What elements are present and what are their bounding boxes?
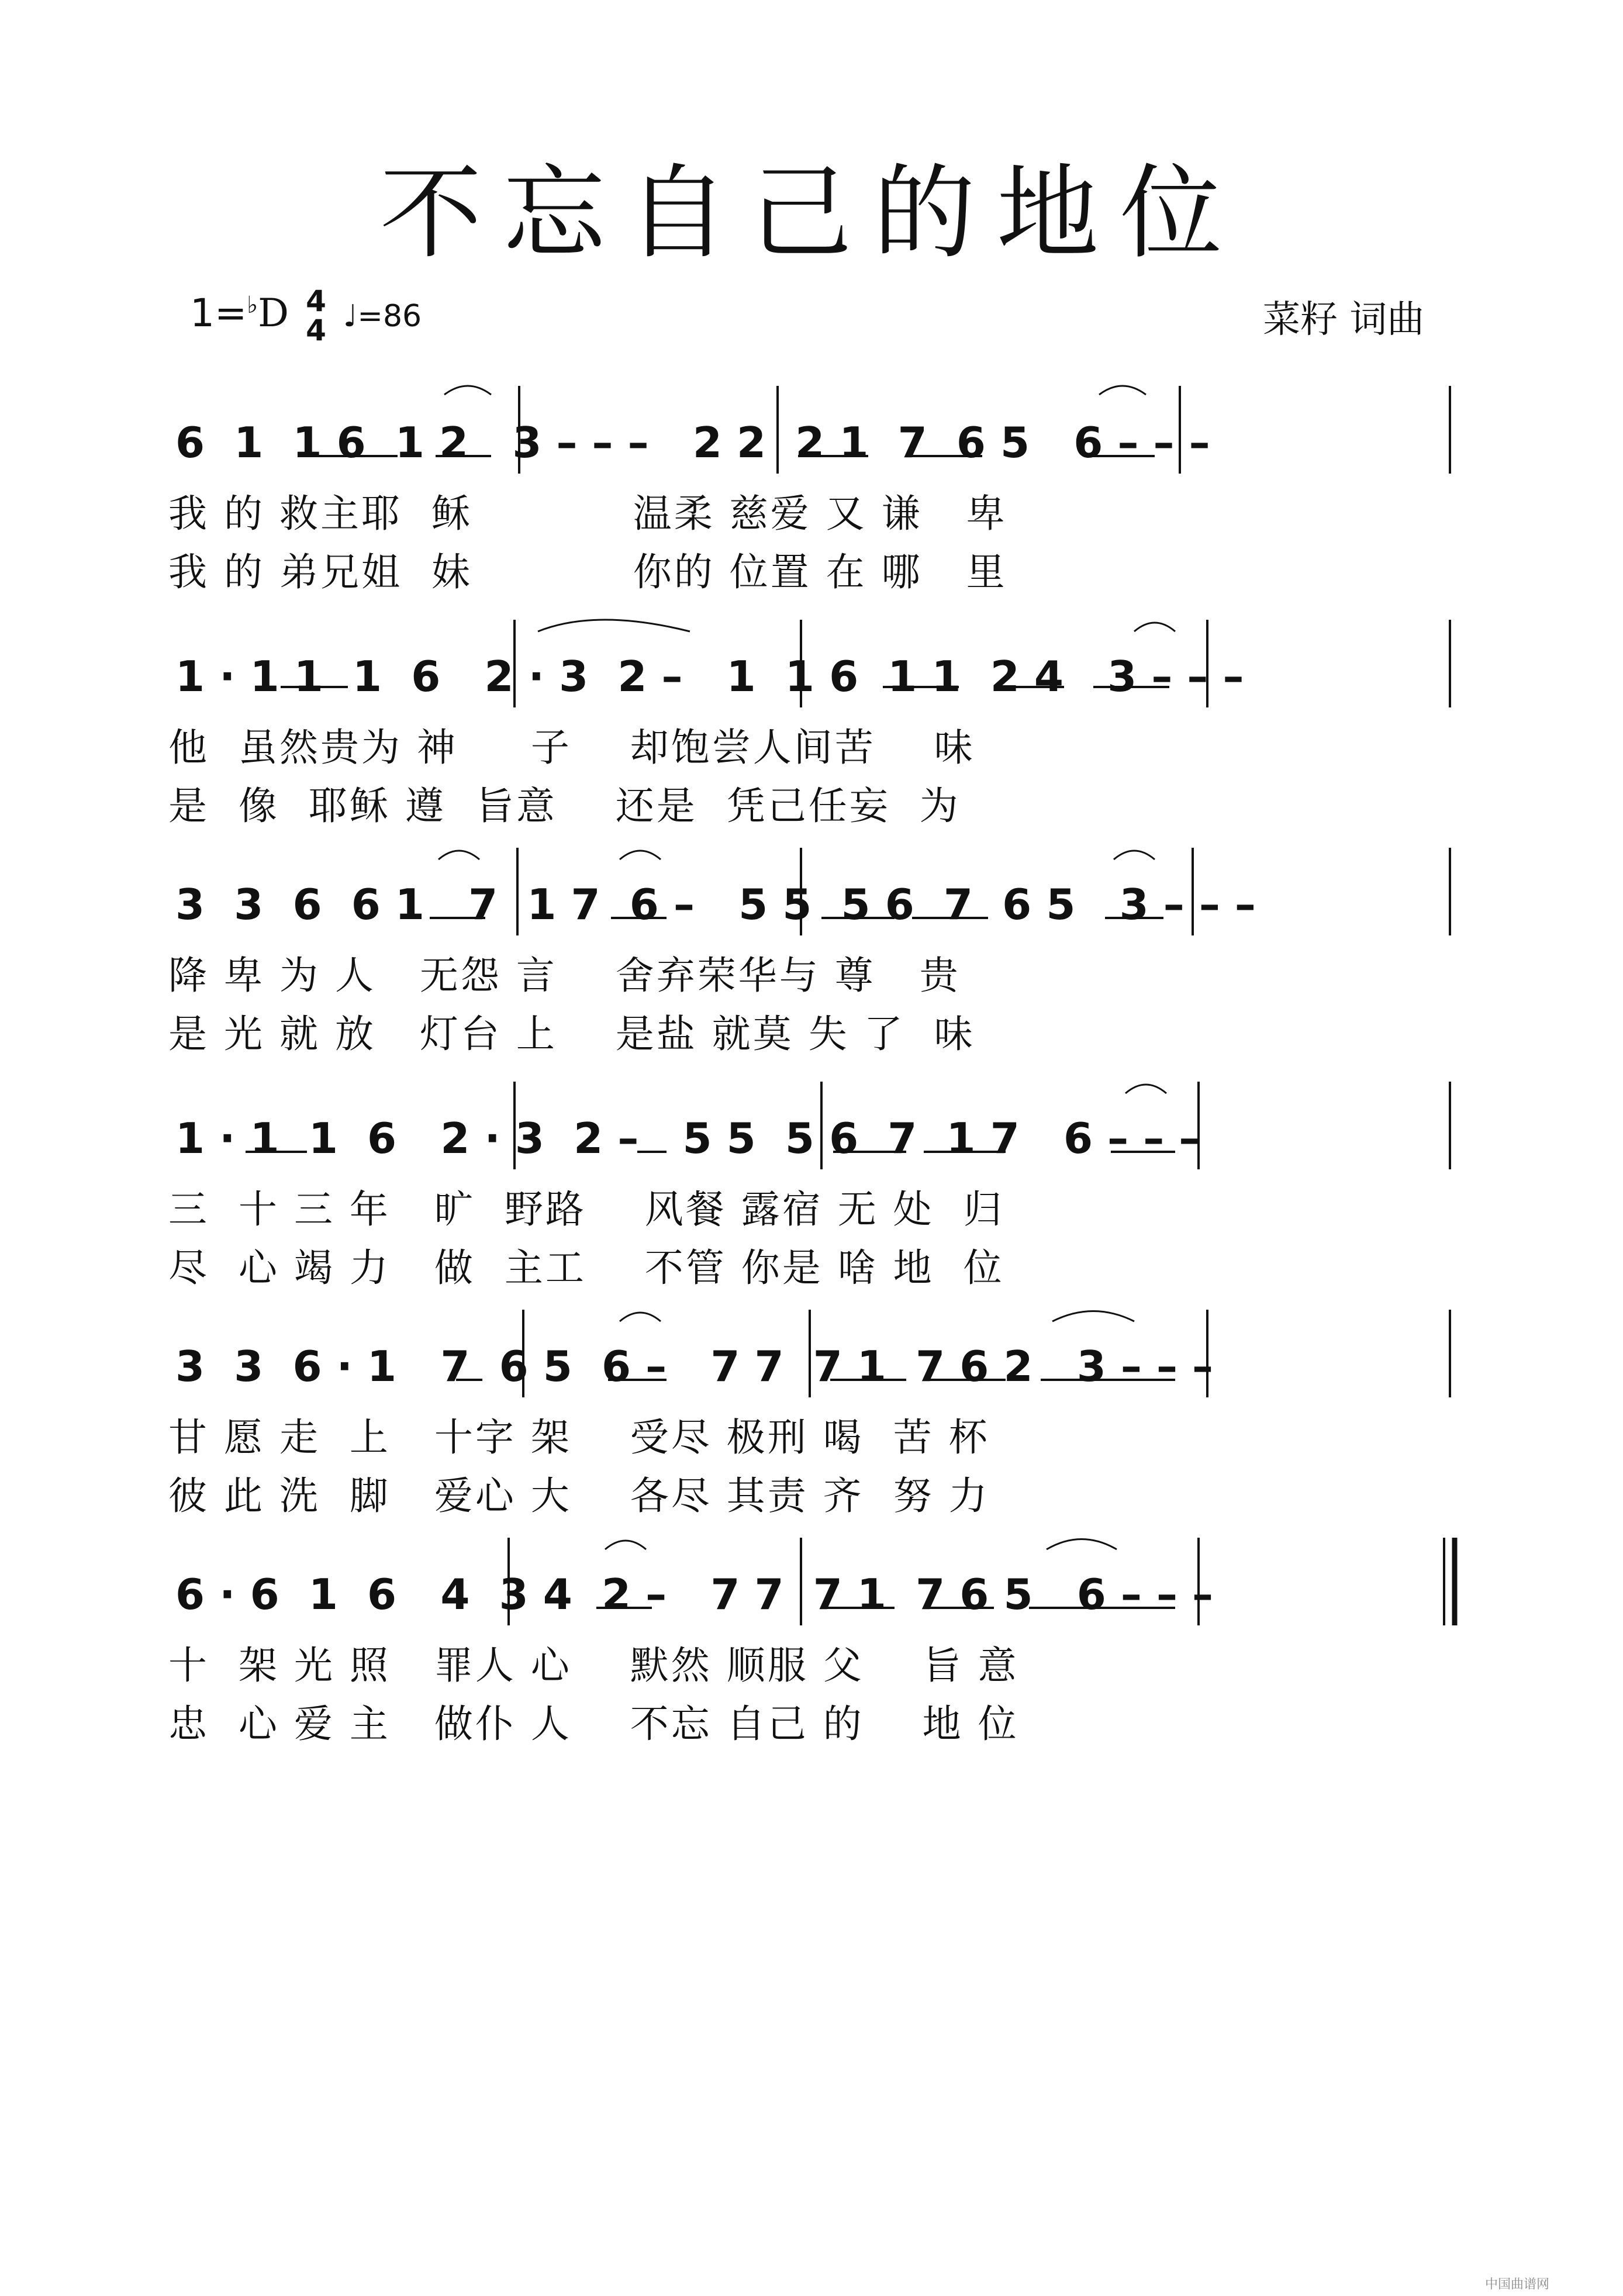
lyric-verse-2: 是 像 耶稣 遵 旨意 还是 凭己任妄 为 (168, 783, 961, 828)
flat-sign: ♭ (247, 292, 258, 319)
lyric-verse-2: 我 的 弟兄姐 妹 你的 位置 在 哪 里 (168, 550, 1007, 595)
lyric-verse-1: 我 的 救主耶 稣 温柔 慈爱 又 谦 卑 (168, 491, 1007, 536)
lyric-verse-2: 尽 心 竭 力 做 主工 不管 你是 啥 地 位 (168, 1245, 1004, 1290)
notation-line: 6 · 6 1 6 4 3 4 2 – 7 7 7 1 7 6 5 6 – – – (175, 1570, 1214, 1619)
notation-line: 1 · 1 1 6 2 · 3 2 – 5 5 5 6 7 1 7 6 – – – (175, 1114, 1200, 1163)
score-row (0, 1526, 1623, 1748)
score-row (0, 1070, 1623, 1292)
time-bottom: 4 (306, 313, 326, 347)
score-row (0, 608, 1623, 830)
notation-line: 3 3 6 · 1 7 6 5 6 – 7 7 7 1 7 6 2 3 – – – (175, 1342, 1214, 1391)
notation-line: 1 · 1 1 1 6 2 · 3 2 – 1 1 6 1 1 2 4 3 – – – (175, 652, 1244, 701)
lyric-verse-1: 三 十 三 年 旷 野路 风餐 露宿 无 处 归 (168, 1187, 1004, 1232)
lyric-verse-2: 彼 此 洗 脚 爱心 大 各尽 其责 齐 努 力 (168, 1473, 990, 1518)
key-letter: D (258, 291, 289, 336)
lyric-verse-1: 甘 愿 走 上 十字 架 受尽 极刑 喝 苦 杯 (168, 1415, 990, 1460)
key-signature (190, 286, 422, 345)
notation-line: 6 1 1 6 1 2 3 – – – 2 2 2 1 7 6 5 6 – – – (175, 418, 1210, 467)
tempo-marking: ♩=86 (343, 299, 422, 334)
score-row (0, 374, 1623, 596)
author-credit: 菜籽 词曲 (1263, 298, 1425, 341)
key-prefix: 1= (190, 291, 247, 336)
lyric-verse-2: 是 光 就 放 灯台 上 是盐 就莫 失 了 味 (168, 1011, 975, 1056)
lyric-verse-1: 降 卑 为 人 无怨 言 舍弃荣华与 尊 贵 (168, 953, 961, 998)
song-title: 不忘自己的地位 (379, 154, 1244, 273)
time-top: 4 (306, 284, 326, 318)
score-row (0, 836, 1623, 1058)
lyric-verse-1: 十 架 光 照 罪人 心 默然 顺服 父 旨 意 (168, 1643, 1019, 1688)
score-row (0, 1298, 1623, 1520)
lyric-verse-2: 忠 心 爱 主 做仆 人 不忘 自己 的 地 位 (168, 1701, 1019, 1746)
lyric-verse-1: 他 虽然贵为 神 子 却饱尝人间苦 味 (168, 725, 975, 770)
site-watermark: 中国曲谱网 (1485, 2277, 1550, 2292)
time-signature (306, 286, 326, 345)
notation-line: 3 3 6 6 1 7 1 7 6 – 5 5 5 6 7 6 5 3 – – – (175, 880, 1256, 929)
